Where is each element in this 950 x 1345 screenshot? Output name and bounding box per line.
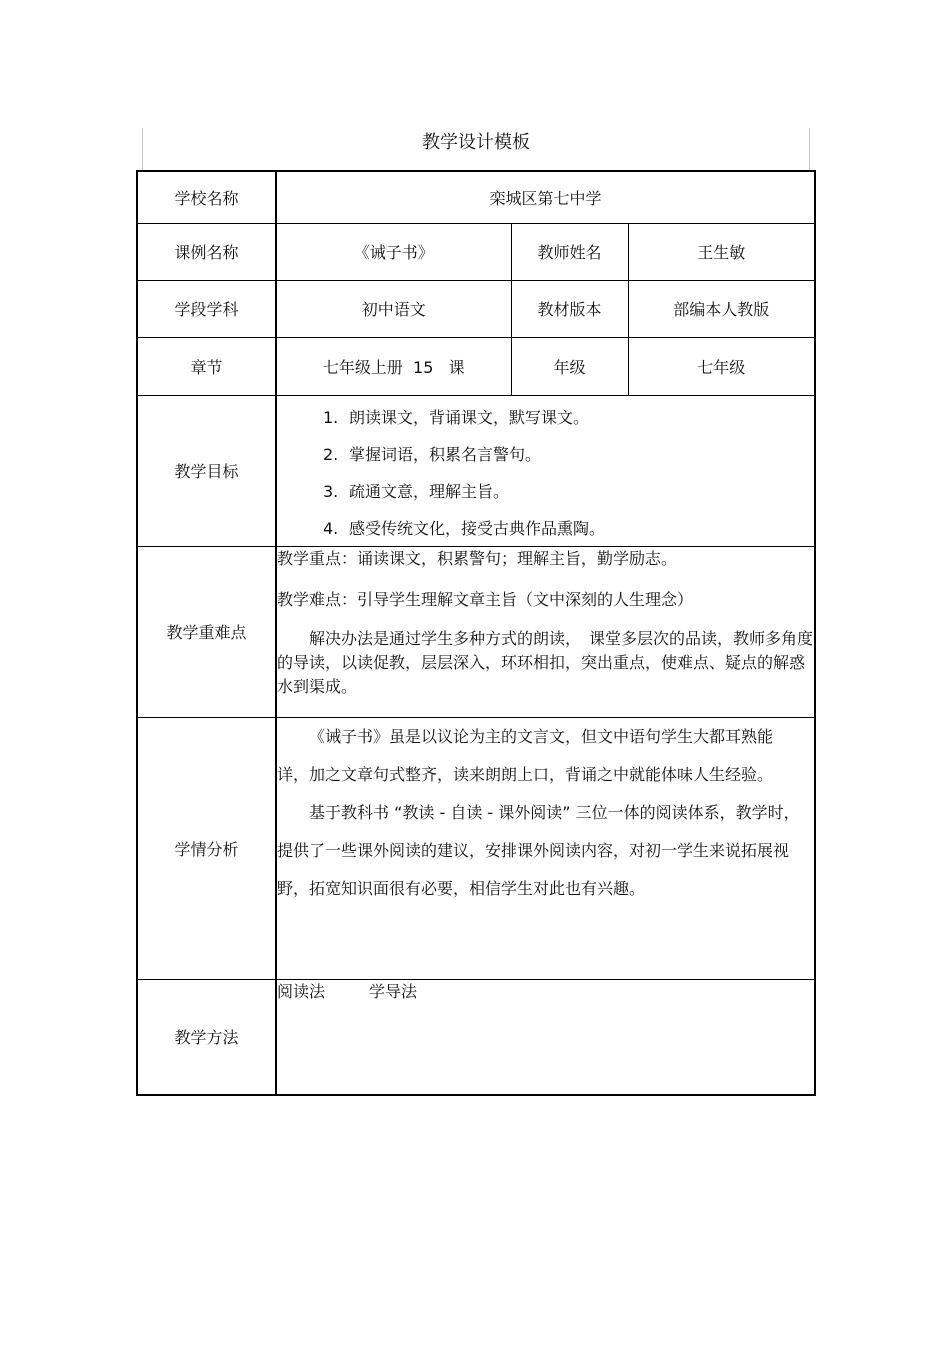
objectives-list bbox=[277, 399, 814, 538]
row-stage bbox=[137, 280, 815, 337]
row-lesson bbox=[137, 223, 815, 280]
keypoints-label: 教学重难点 bbox=[137, 546, 276, 717]
lesson-design-table bbox=[136, 170, 816, 1096]
row-analysis bbox=[137, 717, 815, 979]
lesson-label: 课例名称 bbox=[137, 223, 276, 280]
teaching-difficulty: 教学难点：引导学生理解文章主旨（文中深刻的人生理念） bbox=[277, 589, 694, 609]
grade-value: 七年级 bbox=[628, 337, 815, 395]
edition-value: 部编本人教版 bbox=[628, 280, 815, 337]
school-value: 栾城区第七中学 bbox=[276, 171, 815, 223]
methods-label: 教学方法 bbox=[137, 979, 276, 1095]
school-label: 学校名称 bbox=[137, 171, 276, 223]
document-title: 教学设计模板 bbox=[422, 132, 530, 153]
row-objectives bbox=[137, 395, 815, 546]
objective-item: 2. 掌握词语，积累名言警句。 bbox=[323, 445, 542, 464]
methods-content bbox=[276, 979, 815, 1095]
analysis-label: 学情分析 bbox=[137, 717, 276, 979]
objective-item: 3. 疏通文意，理解主旨。 bbox=[323, 482, 510, 501]
stage-label: 学段学科 bbox=[137, 280, 276, 337]
analysis-para-1: 《诫子书》虽是以议论为主的文言文，但文中语句学生大都耳熟能详，加之文章句式整齐，读来朗朗上口，背诵之中就能体味人生经验。 bbox=[277, 726, 774, 784]
row-chapter bbox=[137, 337, 815, 395]
title-box bbox=[142, 128, 810, 170]
lesson-value: 《诫子书》 bbox=[276, 223, 511, 280]
keypoints-content bbox=[276, 546, 815, 717]
row-methods bbox=[137, 979, 815, 1095]
objectives-label: 教学目标 bbox=[137, 395, 276, 546]
objective-item: 4. 感受传统文化，接受古典作品熏陶。 bbox=[323, 519, 606, 538]
analysis-para-2: 基于教科书 “教读 - 自读 - 课外阅读” 三位一体的阅读体系，教学时，提供了一些课外阅读的建议，安排课外阅读内容，对初一学生来说拓展视野，拓宽知识面很有必要，相信学生对此也有兴趣。 bbox=[277, 802, 800, 898]
method-reading: 阅读法 bbox=[277, 981, 326, 1001]
chapter-value: 七年级上册 15 课 bbox=[276, 337, 511, 395]
grade-label: 年级 bbox=[511, 337, 628, 395]
teacher-value: 王生敏 bbox=[628, 223, 815, 280]
objective-item: 1. 朗读课文，背诵课文，默写课文。 bbox=[323, 408, 590, 427]
stage-value: 初中语文 bbox=[276, 280, 511, 337]
chapter-label: 章节 bbox=[137, 337, 276, 395]
edition-label: 教材版本 bbox=[511, 280, 628, 337]
objectives-content bbox=[276, 395, 815, 546]
row-keypoints bbox=[137, 546, 815, 717]
row-school bbox=[137, 171, 815, 223]
solution-text: 解决办法是通过学生多种方式的朗读， 课堂多层次的品读，教师多角度的导读，以读促教，层层深入，环环相扣，突出重点，使难点、疑点的解惑水到渠成。 bbox=[277, 628, 814, 696]
method-guided: 学导法 bbox=[369, 981, 418, 1001]
teacher-label: 教师姓名 bbox=[511, 223, 628, 280]
teaching-focus: 教学重点：诵读课文，积累警句；理解主旨，勤学励志。 bbox=[277, 548, 678, 568]
analysis-content bbox=[276, 717, 815, 979]
